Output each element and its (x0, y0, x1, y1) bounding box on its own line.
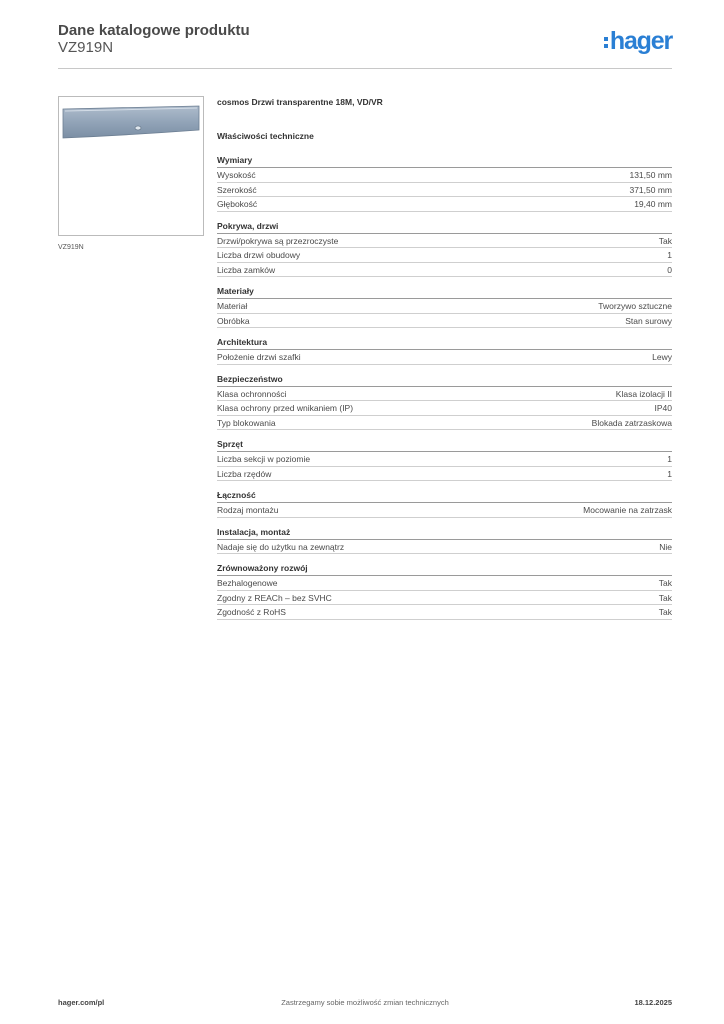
property-label: Szerokość (217, 184, 257, 195)
footer-disclaimer: Zastrzegamy sobie możliwość zmian technicznych (281, 998, 449, 1007)
property-label: Drzwi/pokrywa są przezroczyste (217, 235, 339, 246)
product-code: VZ919N (58, 39, 114, 56)
image-caption: VZ919N (58, 244, 84, 251)
hager-logo (604, 28, 672, 54)
property-value: 19,40 mm (634, 199, 672, 209)
property-row (217, 467, 672, 482)
property-label: Obróbka (217, 315, 250, 326)
property-value: 1 (667, 468, 672, 479)
property-label: Materiał (217, 301, 248, 311)
property-row (217, 350, 672, 365)
property-label: Klasa ochronności (217, 388, 287, 399)
property-row (217, 416, 672, 431)
property-row (217, 605, 672, 620)
property-row (217, 540, 672, 555)
property-row (217, 314, 672, 329)
property-section (217, 562, 672, 620)
section-title: Instalacja, montaż (217, 526, 672, 540)
property-row (217, 234, 672, 249)
section-title: Materiały (217, 285, 672, 299)
section-title: Bezpieczeństwo (217, 373, 672, 387)
property-value: 0 (667, 264, 672, 275)
property-section (217, 154, 672, 212)
property-row (217, 183, 672, 198)
property-value: Klasa izolacji II (615, 388, 672, 399)
property-row (217, 248, 672, 263)
property-row (217, 387, 672, 402)
property-value: Blokada zatrzaskowa (591, 417, 672, 428)
property-row (217, 401, 672, 416)
property-section (217, 336, 672, 365)
property-row (217, 197, 672, 212)
logo-text: hager (609, 27, 672, 55)
property-label: Położenie drzwi szafki (217, 352, 301, 362)
property-row (217, 452, 672, 467)
product-details (217, 96, 672, 628)
property-row (217, 168, 672, 183)
property-value: Nie (659, 541, 672, 552)
property-value: 371,50 mm (629, 184, 672, 195)
technical-properties-title: Właściwości techniczne (217, 131, 314, 141)
page-header (58, 20, 672, 69)
property-label: Typ blokowania (217, 417, 276, 428)
page-footer (58, 998, 672, 1010)
property-label: Nadaje się do użytku na zewnątrz (217, 541, 345, 552)
property-value: Mocowanie na zatrzask (583, 505, 672, 515)
property-row (217, 503, 672, 518)
document-title: Dane katalogowe produktu (58, 22, 250, 39)
property-value: 131,50 mm (629, 170, 672, 180)
property-value: 1 (667, 250, 672, 260)
section-title: Łączność (217, 489, 672, 503)
property-row (217, 576, 672, 591)
property-value: IP40 (654, 403, 672, 413)
section-title: Pokrywa, drzwi (217, 220, 672, 234)
product-name: cosmos Drzwi transparentne 18M, VD/VR (217, 97, 383, 107)
property-label: Zgodny z REACh – bez SVHC (217, 592, 332, 603)
section-title: Zrównoważony rozwój (217, 562, 672, 576)
section-title: Wymiary (217, 154, 672, 168)
property-section (217, 373, 672, 431)
property-label: Klasa ochrony przed wnikaniem (IP) (217, 403, 354, 413)
property-section (217, 438, 672, 481)
property-value: 1 (667, 454, 672, 464)
property-section (217, 285, 672, 328)
footer-website-link[interactable]: hager.com/pl (58, 998, 105, 1007)
property-row (217, 591, 672, 606)
property-label: Liczba zamków (217, 264, 276, 275)
property-label: Wysokość (217, 170, 256, 180)
product-image (58, 96, 204, 236)
property-label: Rodzaj montażu (217, 505, 279, 515)
property-label: Zgodność z RoHS (217, 607, 286, 617)
property-label: Liczba rzędów (217, 468, 272, 479)
property-section (217, 526, 672, 555)
property-label: Bezhalogenowe (217, 578, 278, 588)
properties-list (217, 154, 672, 620)
logo-dots-icon (604, 37, 608, 48)
section-title: Architektura (217, 336, 672, 350)
property-row (217, 299, 672, 314)
property-section (217, 489, 672, 518)
product-door-image (59, 97, 203, 235)
property-section (217, 220, 672, 278)
property-value: Lewy (652, 352, 672, 362)
property-value: Stan surowy (625, 315, 672, 326)
footer-date: 18.12.2025 (634, 998, 672, 1007)
property-label: Liczba drzwi obudowy (217, 250, 301, 260)
property-label: Głębokość (217, 199, 258, 209)
property-value: Tak (658, 592, 672, 603)
property-value: Tak (658, 578, 672, 588)
section-title: Sprzęt (217, 438, 672, 452)
property-value: Tak (658, 607, 672, 617)
property-value: Tak (658, 235, 672, 246)
property-row (217, 263, 672, 278)
property-value: Tworzywo sztuczne (598, 301, 672, 311)
property-label: Liczba sekcji w poziomie (217, 454, 311, 464)
